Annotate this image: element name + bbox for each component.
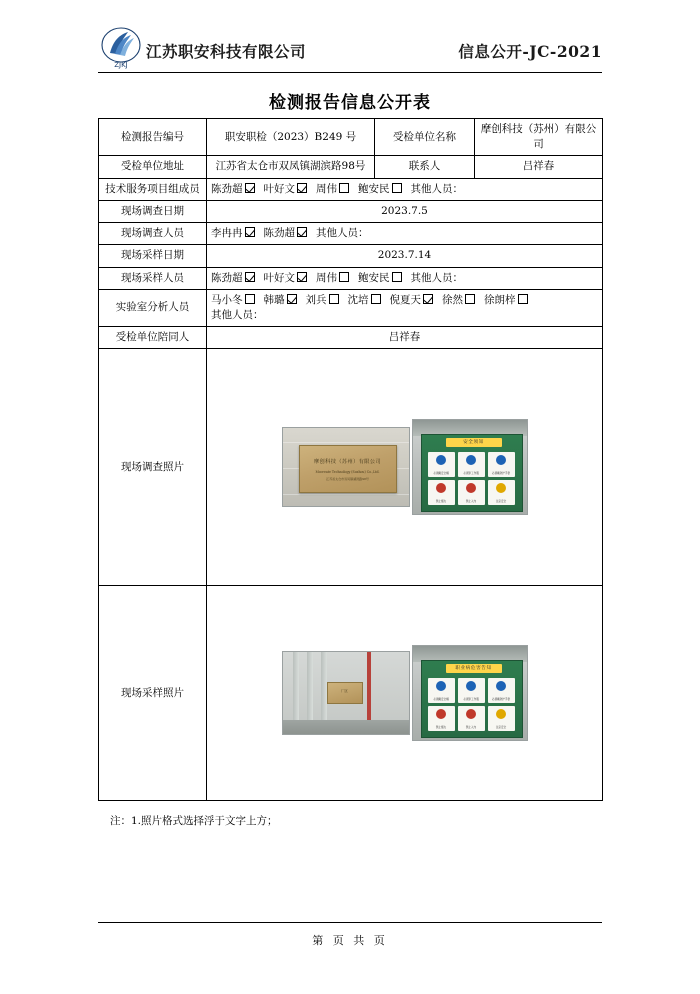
- safety-sign-card: [428, 678, 455, 703]
- table-row: [99, 327, 603, 349]
- person-checkbox-group: [316, 182, 350, 197]
- safety-sign-card: [488, 480, 515, 505]
- safety-sign-icon: [466, 455, 476, 465]
- report-no-label: 检测报告编号: [99, 119, 207, 156]
- client-address-value: 江苏省太仓市双凤镇湖滨路98号: [207, 156, 375, 178]
- person-checkbox-group: [358, 182, 403, 197]
- safety-sign-icon: [496, 483, 506, 493]
- checkbox-checked-icon[interactable]: [297, 183, 307, 193]
- safety-board-title: 安全须知: [446, 438, 502, 447]
- safety-sign-icon: [496, 709, 506, 719]
- person-name: 陈劲超: [211, 271, 243, 284]
- safety-sign-card: [458, 706, 485, 731]
- safety-sign-card: [488, 706, 515, 731]
- safety-sign-card: [428, 480, 455, 505]
- table-row-survey-photos: [99, 349, 603, 586]
- safety-sign-caption: 禁止入内: [465, 499, 477, 503]
- checkbox-checked-icon[interactable]: [245, 272, 255, 282]
- plaque-line3: 江苏省太仓市双凤镇湖滨路98号: [326, 477, 369, 482]
- report-no-value: 职安职检（2023）B249 号: [207, 119, 375, 156]
- accompany-value: 吕祥春: [207, 327, 603, 349]
- contact-value: 吕祥春: [475, 156, 603, 178]
- sampling-staff-value: [207, 267, 603, 289]
- person-checkbox-group: [211, 271, 256, 286]
- person-name: 马小冬: [211, 293, 243, 306]
- checkbox-icon[interactable]: [339, 183, 349, 193]
- sampling-photo-label: 现场采样照片: [99, 586, 207, 801]
- survey-staff-value: [207, 223, 603, 245]
- contact-label: 联系人: [375, 156, 475, 178]
- safety-sign-icon: [466, 709, 476, 719]
- footer-divider: [98, 922, 602, 923]
- person-name: 徐然: [442, 293, 463, 306]
- safety-sign-caption: 注意安全: [495, 725, 507, 729]
- team-members-label: 技术服务项目组成员: [99, 178, 207, 200]
- checkbox-icon[interactable]: [371, 294, 381, 304]
- person-checkbox-group: [211, 182, 256, 197]
- table-row: [99, 267, 603, 289]
- safety-sign-icon: [436, 681, 446, 691]
- sampling-staff-label: 现场采样人员: [99, 267, 207, 289]
- lab-staff-label: 实验室分析人员: [99, 289, 207, 326]
- checkbox-icon[interactable]: [392, 183, 402, 193]
- checkbox-icon[interactable]: [245, 294, 255, 304]
- safety-sign-card: [428, 706, 455, 731]
- accompany-label: 受检单位陪同人: [99, 327, 207, 349]
- page-number: 第 页 共 页: [312, 934, 388, 947]
- table-row: [99, 119, 603, 156]
- plaque-line1: 摩创科技（苏州）有限公司: [313, 459, 382, 466]
- table-row: [99, 223, 603, 245]
- person-name: 叶好文: [263, 182, 295, 195]
- person-name: 叶好文: [263, 271, 295, 284]
- person-checkbox-group: [316, 271, 350, 286]
- safety-sign-card: [488, 452, 515, 477]
- wide-plaque-text: 厂区: [341, 689, 348, 694]
- person-name: 倪夏天: [389, 293, 421, 306]
- person-checkbox-group: [442, 293, 476, 308]
- person-checkbox-group: [348, 293, 382, 308]
- safety-sign-icon: [436, 455, 446, 465]
- document-code: 信息公开-JC-2021: [458, 42, 602, 61]
- table-row-sampling-photos: [99, 586, 603, 801]
- safety-sign-icon: [496, 455, 506, 465]
- checkbox-icon[interactable]: [392, 272, 402, 282]
- safety-sign-icon: [436, 483, 446, 493]
- checkbox-checked-icon[interactable]: [297, 227, 307, 237]
- table-row: [99, 156, 603, 178]
- client-name-value: 摩创科技（苏州）有限公司: [475, 119, 603, 156]
- survey-date-value: 2023.7.5: [207, 200, 603, 222]
- safety-sign-card: [488, 678, 515, 703]
- person-checkbox-group: [264, 226, 309, 241]
- person-checkbox-group: [264, 271, 309, 286]
- safety-sign-caption: 必须戴安全帽: [433, 697, 449, 701]
- person-checkbox-group: [484, 293, 529, 308]
- photo-workshop-wide: [282, 651, 410, 735]
- person-checkbox-group: [264, 293, 298, 308]
- checkbox-checked-icon[interactable]: [287, 294, 297, 304]
- client-name-label: 受检单位名称: [375, 119, 475, 156]
- table-row: [99, 245, 603, 267]
- page-title: 检测报告信息公开表: [269, 93, 431, 113]
- sampling-date-value: 2023.7.14: [207, 245, 603, 267]
- person-checkbox-group: [390, 293, 435, 308]
- safety-sign-caption: 必须穿工作服: [463, 471, 479, 475]
- sampling-photo-cell: [207, 586, 603, 801]
- safety-sign-caption: 禁止烟火: [435, 499, 447, 503]
- person-checkbox-group: [211, 293, 256, 308]
- safety-sign-icon: [466, 681, 476, 691]
- team-members-value: [207, 178, 603, 200]
- photo-safety-board: [412, 419, 528, 515]
- person-name: 刘兵: [305, 293, 327, 306]
- survey-photo-label: 现场调查照片: [99, 349, 207, 586]
- photo-company-plaque: [282, 427, 410, 507]
- safety-sign-caption: 禁止烟火: [435, 725, 447, 729]
- table-row: [99, 200, 603, 222]
- safety-sign-caption: 必须穿工作服: [463, 697, 479, 701]
- checkbox-checked-icon[interactable]: [423, 294, 433, 304]
- safety-sign-card: [458, 480, 485, 505]
- sampling-date-label: 现场采样日期: [99, 245, 207, 267]
- survey-photo-cell: [207, 349, 603, 586]
- checkbox-icon[interactable]: [465, 294, 475, 304]
- safety-sign-icon: [496, 681, 506, 691]
- person-name: 韩璐: [263, 293, 285, 306]
- checkbox-icon[interactable]: [339, 272, 349, 282]
- survey-staff-other-label: 其他人员：: [316, 227, 369, 240]
- person-name: 周伟: [316, 271, 337, 284]
- checkbox-checked-icon[interactable]: [297, 272, 307, 282]
- person-name: 徐朗梓: [484, 293, 516, 306]
- person-name: 李冉冉: [211, 227, 243, 240]
- person-name: 陈劲超: [211, 182, 243, 195]
- plaque-line2: Mocreate Technology (Suzhou) Co.,Ltd.: [315, 470, 380, 475]
- client-address-label: 受检单位地址: [99, 156, 207, 178]
- safety-sign-caption: 必须戴防护手套: [491, 471, 511, 475]
- safety-sign-caption: 禁止入内: [465, 725, 477, 729]
- lab-staff-other-label: 其他人员：: [211, 308, 264, 321]
- safety-sign-card: [428, 452, 455, 477]
- safety-sign-card: [458, 678, 485, 703]
- header-divider: [98, 72, 602, 73]
- page-header: [98, 24, 602, 72]
- survey-staff-label: 现场调查人员: [99, 223, 207, 245]
- person-name: 沈培: [347, 293, 369, 306]
- safety-sign-icon: [466, 483, 476, 493]
- person-checkbox-group: [306, 293, 340, 308]
- table-row: [99, 289, 603, 326]
- company-name: 江苏职安科技有限公司: [146, 42, 307, 61]
- safety-sign-icon: [436, 709, 446, 719]
- checkbox-checked-icon[interactable]: [245, 227, 255, 237]
- sampling-staff-other-label: 其他人员：: [410, 271, 463, 284]
- safety-sign-caption: 必须戴防护手套: [491, 697, 511, 701]
- person-checkbox-group: [211, 226, 256, 241]
- person-name: 陈劲超: [263, 227, 295, 240]
- person-checkbox-group: [358, 271, 403, 286]
- checkbox-icon[interactable]: [329, 294, 339, 304]
- safety-sign-caption: 注意安全: [495, 499, 507, 503]
- safety-sign-caption: 必须戴安全帽: [433, 471, 449, 475]
- person-name: 周伟: [316, 182, 337, 195]
- person-checkbox-group: [264, 182, 309, 197]
- photo-safety-board-2: [412, 645, 528, 741]
- safety-board-title-2: 职业病危害告知: [446, 664, 502, 673]
- safety-sign-card: [458, 452, 485, 477]
- person-name: 鲍安民: [358, 182, 390, 195]
- checkbox-checked-icon[interactable]: [245, 183, 255, 193]
- company-logo-icon: [98, 26, 144, 70]
- team-other-label: 其他人员：: [410, 182, 463, 195]
- info-table: [98, 118, 603, 801]
- svg-text:ZJKJ: ZJKJ: [114, 61, 128, 69]
- checkbox-icon[interactable]: [518, 294, 528, 304]
- lab-staff-value: [207, 289, 603, 326]
- table-row: [99, 178, 603, 200]
- footnote: 注：1.照片格式选择浮于文字上方；: [110, 815, 278, 827]
- survey-date-label: 现场调查日期: [99, 200, 207, 222]
- person-name: 鲍安民: [358, 271, 390, 284]
